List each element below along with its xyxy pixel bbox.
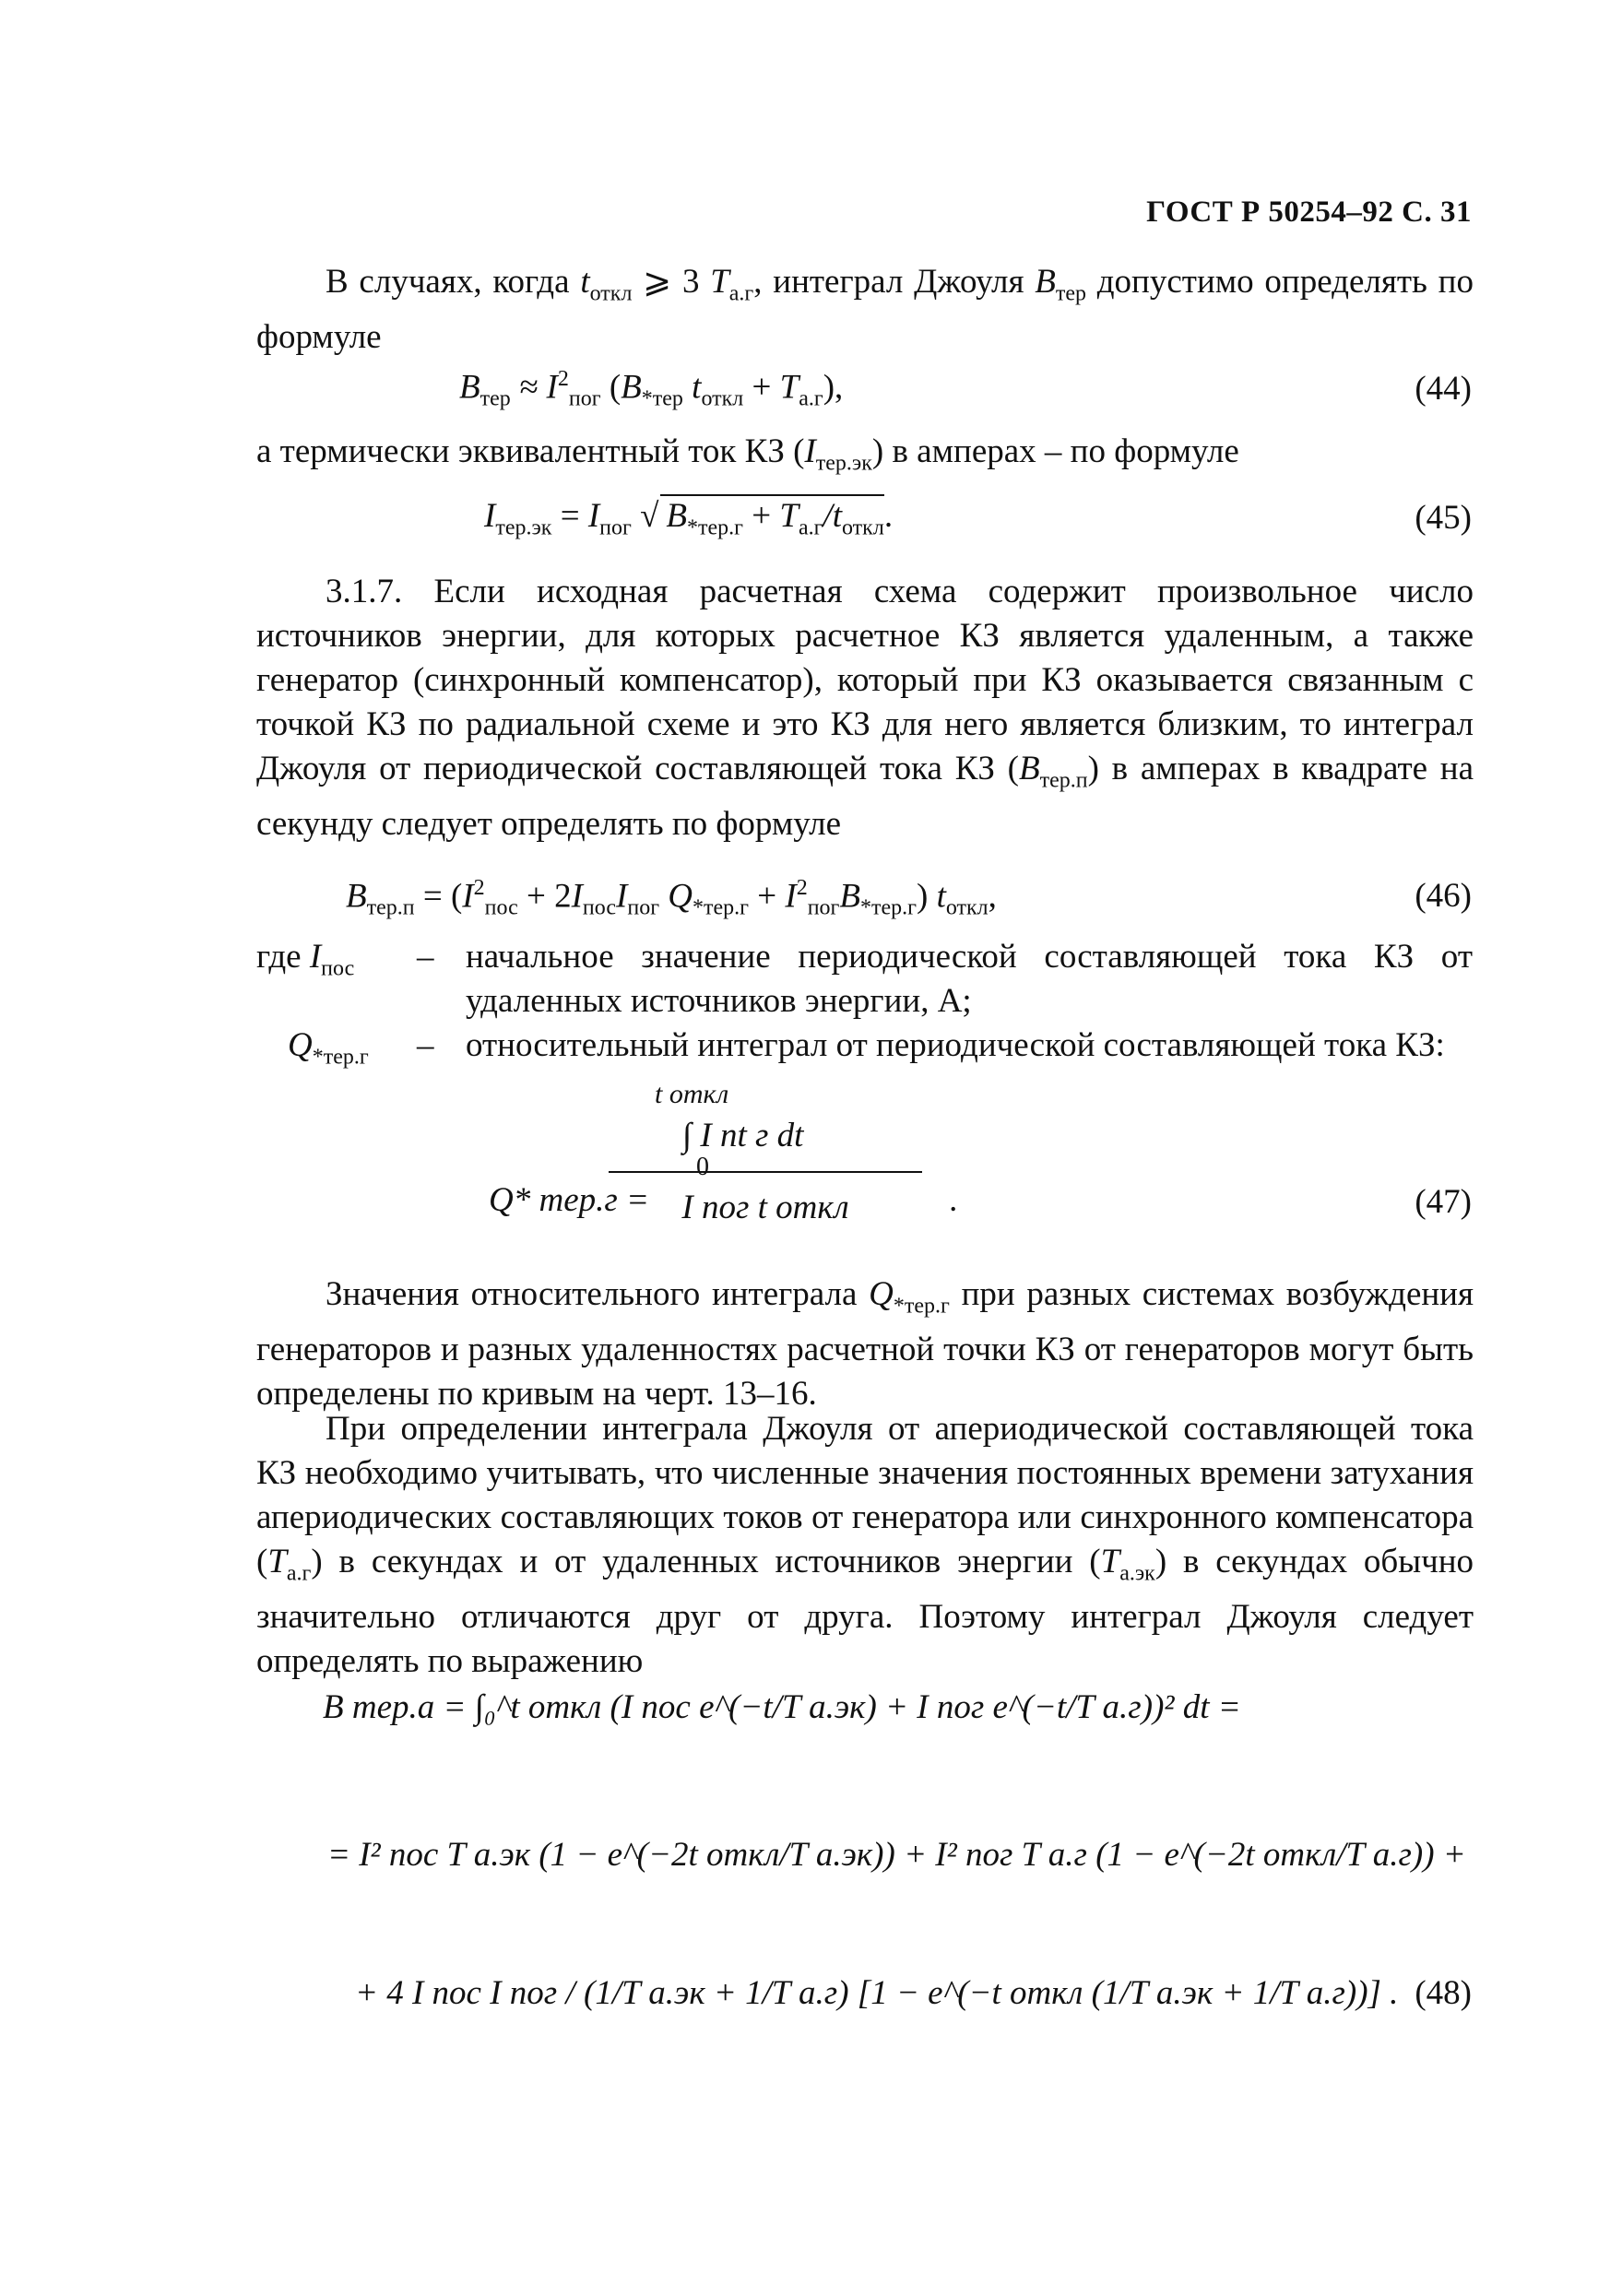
formula-44: $B_{тер} \approx I^2_{пог}$ ($B_{*тер}$ $t_{откл} + T_{а.г}$), (459, 367, 844, 411)
paragraph-aperiodic: При определении интеграла Джоуля от апериодической составляющей тока КЗ необходимо учитывать, что численные значения постоянных времени затухания апериодических составляющих токов от генератора или синхронного компенсатора $(T_{а.г})$ в секундах и от удаленных источников энергии $(T_{а.эк})$ в секундах обычно значительно отличаются друг от друга. Поэтому интеграл Джоуля следует определять по выражению (256, 1410, 1474, 1681)
formula-47-fraction (609, 1079, 922, 1227)
integral-upper-limit: t откл (655, 1079, 729, 1109)
equation-number-47: (47) (1415, 1183, 1472, 1221)
formula-47-denominator: I пог t откл (681, 1189, 849, 1226)
paragraph-relative-integral: Значения относительного интеграла $Q_{*тер.г}$ при разных системах возбуждения генераторов и разных удаленностях расчетной точки КЗ от генераторов могут быть определены по кривым на черт. 13–16. (256, 1275, 1474, 1414)
formula-48-line-2: = I² пос T а.эк (1 − e^(−2t откл/T а.эк)) + I² пог T а.г (1 − e^(−2t откл/T а.г)) + (327, 1836, 1466, 1874)
definition-term: $Q_{*тер.г}$ (288, 1026, 369, 1070)
integral-lower-limit: 0 (696, 1153, 709, 1181)
formula-48-line-1: B тер.а = ∫₀^t откл (I пос e^(−t/T а.эк) + I пог e^(−t/T а.г))² dt = (323, 1688, 1241, 1726)
definition-dash: – (417, 938, 434, 976)
formula-48-line-3: + 4 I пос I пог / (1/T а.эк + 1/T а.г) [1 − e^(−t откл (1/T а.эк + 1/T а.г))] . (355, 1974, 1399, 2012)
formula-47-dot: . (950, 1181, 959, 1219)
equation-number-44: (44) (1415, 370, 1472, 408)
formula-46: $B_{тер.п} = (I^2_{пос} + 2I_{пос}I_{пог}$ $Q_{*тер.г} + I^2_{пог}B_{*тер.г}$) $t_{откл}$, (346, 876, 997, 920)
paragraph-current: а термически эквивалентный ток КЗ $(I_{тер.эк})$ в амперах – по формуле (256, 432, 1239, 476)
formula-47 (489, 1079, 968, 1263)
formula-45: $I_{тер.эк} = I_{пог}$ √ $B_{*тер.г} + T_{а.г}/t_{откл}$. (484, 494, 893, 540)
equation-number-46: (46) (1415, 877, 1472, 915)
equation-number-45: (45) (1415, 499, 1472, 537)
paragraph-3-1-7: 3.1.7. Если исходная расчетная схема содержит произвольное число источников энергии, для которых расчетное КЗ является удаленным, а также генератор (синхронный компенсатор), который при КЗ оказывается связанным с точкой КЗ по радиальной схеме и это КЗ для него является близким, то интеграл Джоуля от периодической составляющей тока КЗ $(B_{тер.п})$ в амперах в квадрате на секунду следует определять по формуле (256, 573, 1474, 844)
definition-text: относительный интеграл от периодической составляющей тока КЗ: (466, 1026, 1445, 1064)
page-header: ГОСТ Р 50254–92 С. 31 (1146, 195, 1472, 229)
formula-47-lhs: Q* тер.г = (489, 1181, 650, 1219)
where-label: где $I_{пос}$ (256, 938, 355, 981)
definition-text: начальное значение периодической составляющей тока КЗ от удаленных источников энергии, А; (466, 938, 1473, 1020)
definition-dash: – (417, 1026, 434, 1064)
paragraph-intro: В случаях, когда $t_{откл}$ ⩾ 3 $T_{а.г}$, интеграл Джоуля $B_{тер}$ допустимо определять по формуле (256, 263, 1474, 357)
equation-number-48: (48) (1415, 1974, 1472, 2012)
integrand: ∫ I пt г dt (682, 1117, 804, 1154)
where-label-text: где (256, 938, 302, 976)
